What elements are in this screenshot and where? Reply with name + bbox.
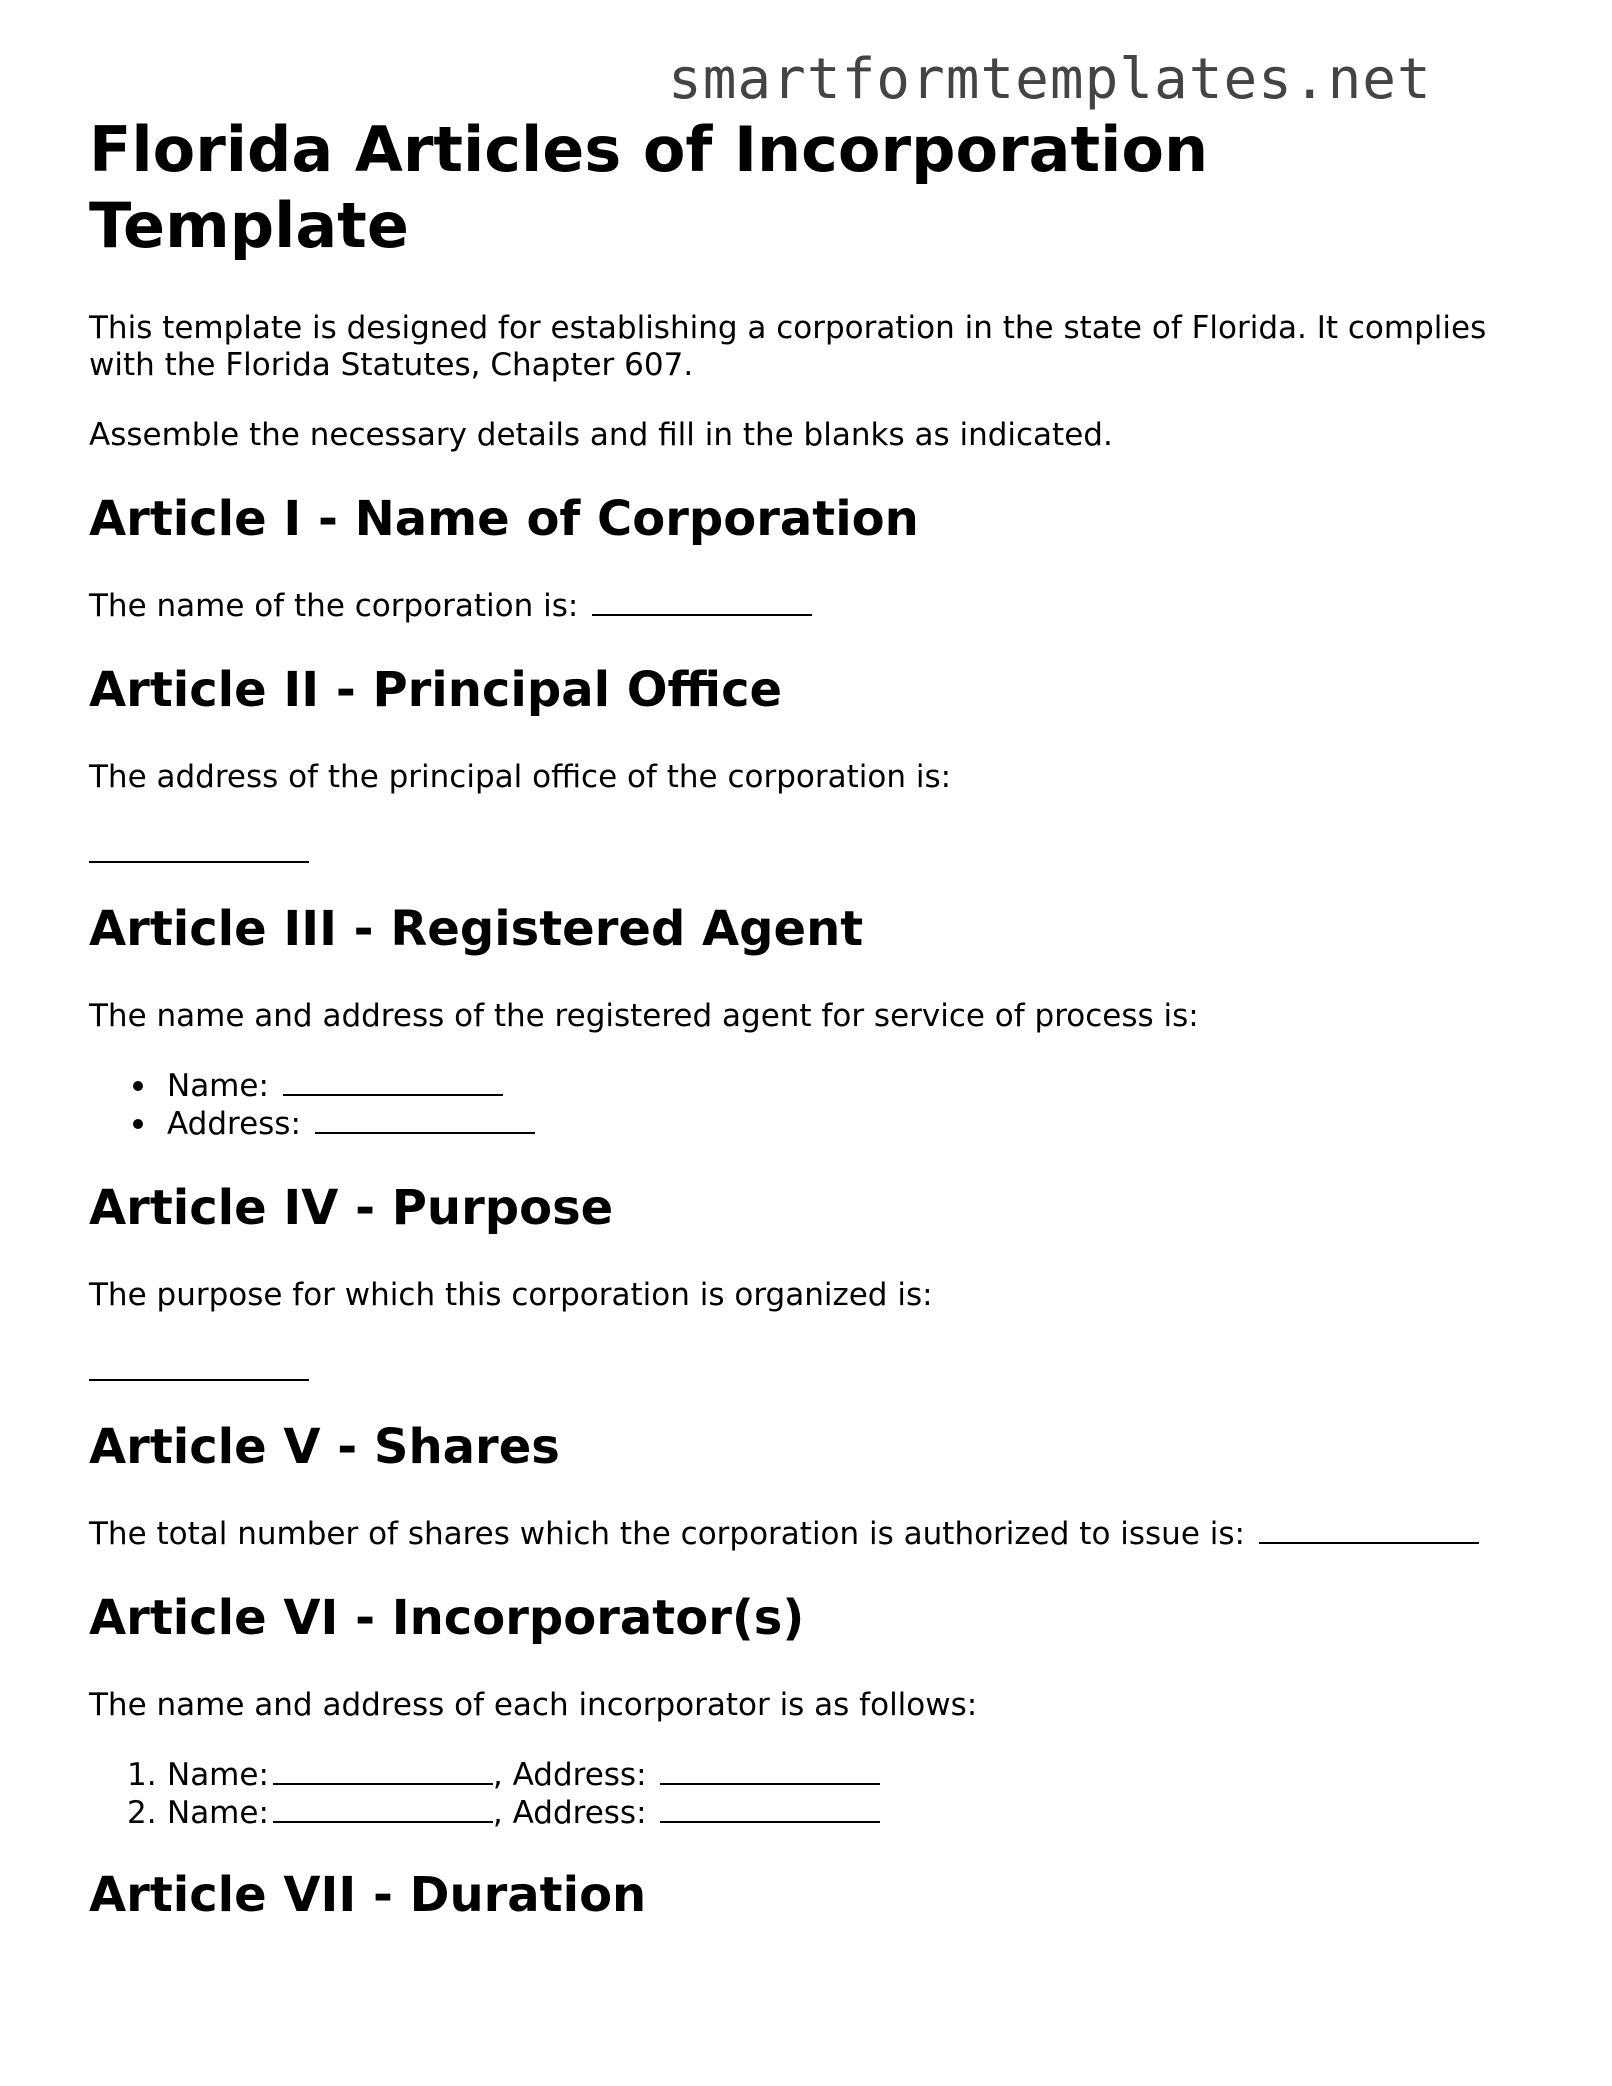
agent-name-label: Name: (167, 1068, 269, 1104)
article-5-label: The total number of shares which the corporation is authorized to issue is: (89, 1516, 1245, 1552)
incorporator-2-item (167, 1795, 880, 1832)
incorporator-1-name-label: Name: (167, 1757, 269, 1793)
article-2-text: The address of the principal office of the corporation is: (89, 759, 952, 795)
principal-office-blank[interactable] (89, 861, 309, 863)
list-number: 1. (127, 1757, 157, 1793)
incorporator-1-address-blank[interactable] (660, 1783, 880, 1785)
incorporator-2-address-label: , Address: (492, 1795, 647, 1831)
watermark: smartformtemplates.net (668, 47, 1432, 112)
article-2-heading: Article II - Principal Office (89, 662, 783, 718)
shares-blank[interactable] (1259, 1542, 1479, 1544)
intro-line-1: This template is designed for establishing a corporation in the state of Florida. It complies (89, 310, 1487, 346)
article-5-text (89, 1516, 1479, 1553)
incorporator-1-item (167, 1757, 880, 1794)
article-6-text: The name and address of each incorporator is as follows: (89, 1687, 978, 1723)
incorporator-1-address-label: , Address: (492, 1757, 647, 1793)
purpose-blank[interactable] (89, 1379, 309, 1381)
article-3-heading: Article III - Registered Agent (89, 901, 864, 957)
agent-name-blank[interactable] (283, 1094, 503, 1096)
article-6-heading: Article VI - Incorporator(s) (89, 1590, 805, 1646)
bullet-icon (133, 1119, 143, 1129)
corporation-name-blank[interactable] (592, 614, 812, 616)
article-1-heading: Article I - Name of Corporation (89, 491, 919, 547)
agent-address-label: Address: (167, 1106, 301, 1142)
incorporator-2-address-blank[interactable] (660, 1821, 880, 1823)
article-4-text: The purpose for which this corporation is organized is: (89, 1277, 933, 1313)
agent-name-item (167, 1068, 503, 1105)
incorporator-2-name-blank[interactable] (273, 1821, 493, 1823)
article-3-text: The name and address of the registered agent for service of process is: (89, 998, 1199, 1034)
agent-address-item (167, 1106, 535, 1143)
incorporator-2-name-label: Name: (167, 1795, 269, 1831)
bullet-icon (133, 1081, 143, 1091)
article-7-heading: Article VII - Duration (89, 1867, 647, 1923)
page-title: Florida Articles of Incorporation Template (89, 113, 1209, 262)
article-4-heading: Article IV - Purpose (89, 1180, 614, 1236)
incorporator-1-name-blank[interactable] (273, 1783, 493, 1785)
intro-instructions: Assemble the necessary details and fill in the blanks as indicated. (89, 417, 1113, 453)
list-number: 2. (127, 1795, 157, 1831)
article-1-text (89, 588, 812, 625)
article-5-heading: Article V - Shares (89, 1419, 560, 1475)
agent-address-blank[interactable] (315, 1132, 535, 1134)
article-1-label: The name of the corporation is: (89, 588, 579, 624)
intro-line-2: with the Florida Statutes, Chapter 607. (89, 347, 694, 383)
